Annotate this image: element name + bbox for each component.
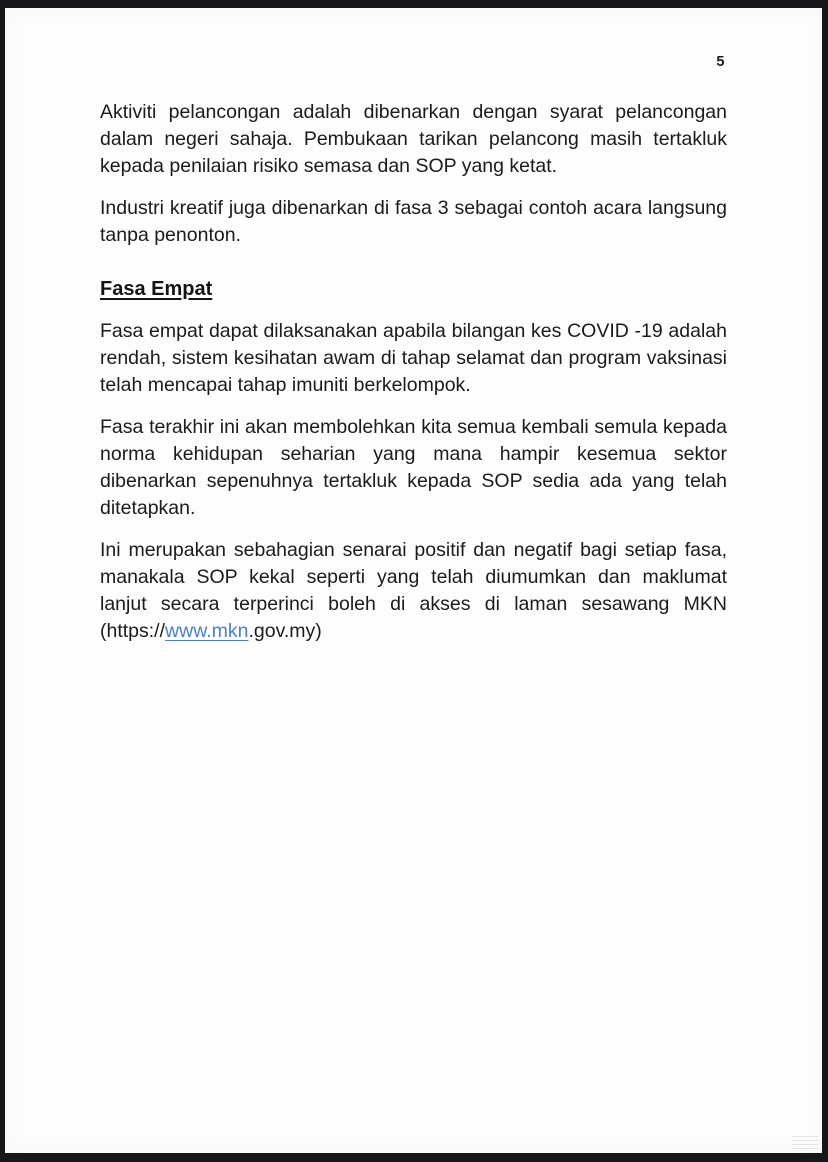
- paragraph-tourism: Aktiviti pelancongan adalah dibenarkan dengan syarat pelancongan dalam negeri sahaja. Pembukaan tarikan pelancong masih tertakluk kepada penilaian risiko semasa dan SOP yang ketat.: [100, 101, 727, 177]
- paragraph-fasa-empat-conditions: Fasa empat dapat dilaksanakan apabila bilangan kes COVID -19 adalah rendah, sistem kesihatan awam di tahap selamat dan program vaksinasi telah mencapai tahap imuniti berkelompok.: [100, 320, 727, 396]
- paragraph-summary: [100, 537, 727, 645]
- section-heading-fasa-empat: Fasa Empat: [100, 278, 213, 300]
- summary-text-after-link: .gov.my): [248, 620, 322, 642]
- document-body: [5, 99, 822, 645]
- page-number: 5: [716, 54, 725, 70]
- paragraph-creative-industry: Industri kreatif juga dibenarkan di fasa 3 sebagai contoh acara langsung tanpa penonton.: [100, 197, 727, 246]
- summary-text-before-link: Ini merupakan sebahagian senarai positif dan negatif bagi setiap fasa, manakala SOP kekal seperti yang telah diumumkan dan maklumat lanjut secara terperinci boleh di akses di laman sesawang MKN (https://: [100, 539, 727, 642]
- scan-smudge-artifact: [792, 1136, 818, 1150]
- mkn-website-link[interactable]: www.mkn: [165, 620, 249, 642]
- document-page: [5, 8, 822, 1153]
- paragraph-final-phase: Fasa terakhir ini akan membolehkan kita semua kembali semula kepada norma kehidupan seharian yang mana hampir kesemua sektor dibenarkan sepenuhnya tertakluk kepada SOP sedia ada yang telah ditetapkan.: [100, 416, 727, 519]
